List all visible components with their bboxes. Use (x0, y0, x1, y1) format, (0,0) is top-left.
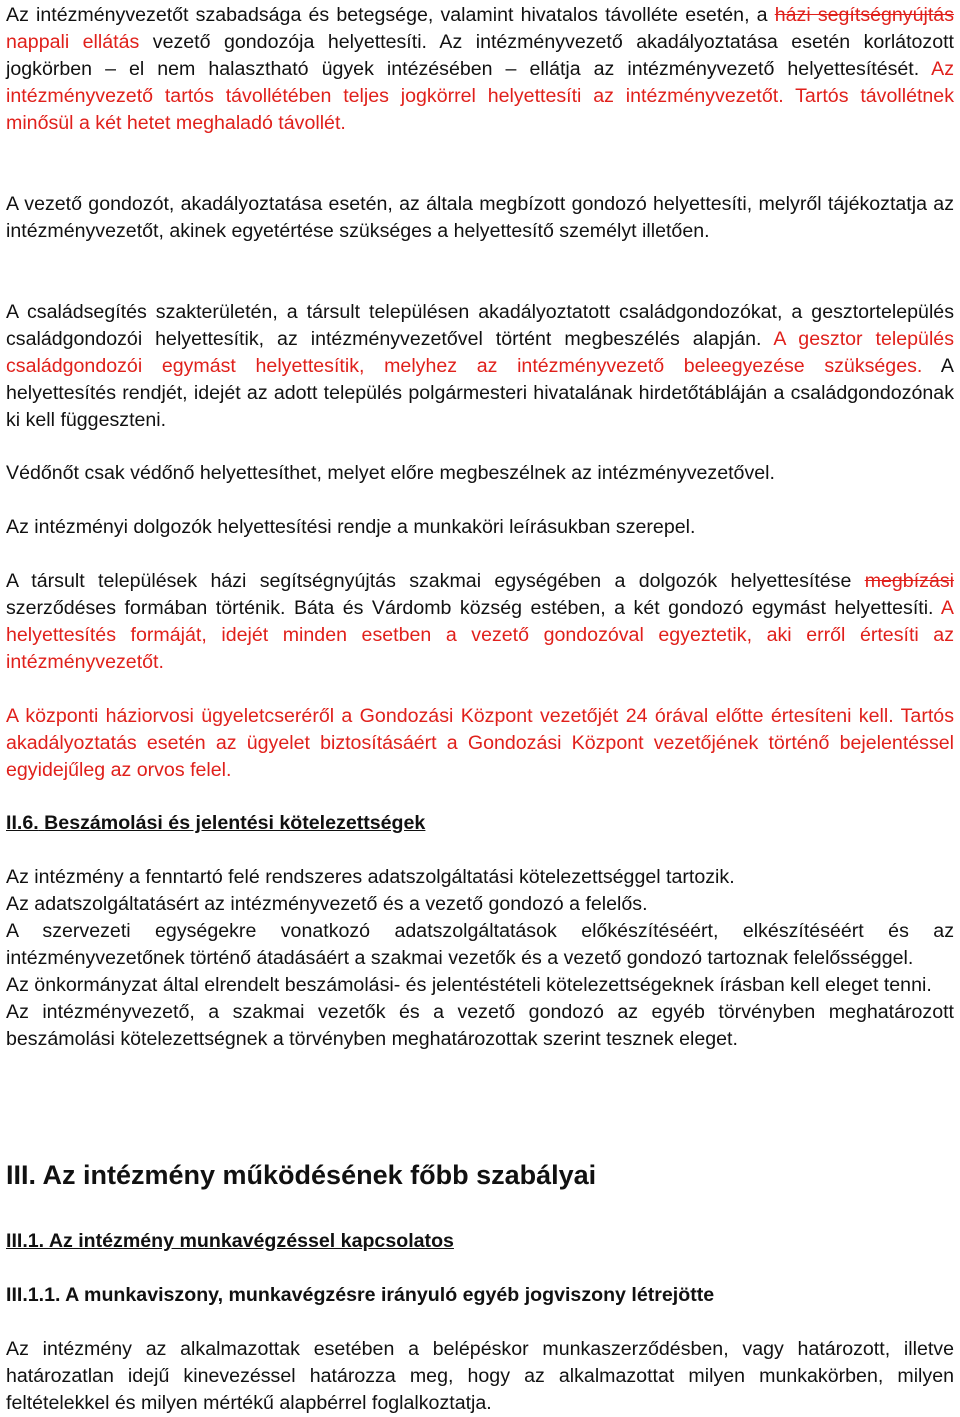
section-number: II.6. (6, 812, 39, 834)
section-title-text: Beszámolási és jelentési kötelezettségek (44, 812, 426, 834)
inserted-text: nappali ellátás (6, 31, 140, 53)
paragraph-health-visitor: Védőnőt csak védőnő helyettesíthet, melyet előre megbeszélnek az intézményvezetővel. (6, 462, 775, 484)
text-segment: szerződéses formában történik. Báta és Várdomb község estében, a két gondozó egymást helyettesíti. (6, 597, 934, 619)
reporting-line: Az intézmény a fenntartó felé rendszeres adatszolgáltatási kötelezettséggel tartozik. (6, 866, 735, 888)
paragraph-gp-duty (6, 703, 954, 784)
reporting-line: Az adatszolgáltatásért az intézményvezető és a vezető gondozó a felelős. (6, 893, 648, 915)
section-heading-iii11: III.1.1. A munkaviszony, munkavégzésre irányuló egyéb jogviszony létrejötte (6, 1284, 715, 1306)
reporting-line: A szervezeti egységekre vonatkozó adatszolgáltatások előkészítéséért, elkészítéséért és az intézményvezetőnek történő átadásáért a szakmai vezetők és a vezető gondozó tartoznak felelősséggel. (6, 920, 954, 969)
deleted-text: megbízási (864, 570, 954, 592)
text-segment: Az intézményvezetőt szabadsága és betegsége, valamint hivatalos távolléte esetén, a (6, 4, 775, 26)
text-segment: A családsegítés szakterületén, a társult településen akadályoztatott családgondozókat, a gesztortelepülés családgondozói helyettesítik, az intézményvezetővel történt megbeszélés alapján. (6, 301, 954, 350)
paragraph-deputy-director (6, 2, 954, 137)
paragraph-family-support (6, 299, 954, 434)
section-heading-ii6 (6, 810, 425, 837)
inserted-text: A gesztor település családgondozói egymást helyettesítik, melyhez az intézményvezető beleegyezése szükséges. (6, 328, 954, 377)
paragraph-staff-substitution: Az intézményi dolgozók helyettesítési rendje a munkaköri leírásukban szerepel. (6, 516, 696, 538)
paragraph-lead-carer-deputy: A vezető gondozót, akadályoztatása esetén, az általa megbízott gondozó helyettesíti, melyről tájékoztatja az intézményvezetőt, akinek egyetértése szükséges a helyettesítő személyt illetően. (6, 193, 954, 242)
inserted-text: Az intézményvezető tartós távollétében teljes jogkörrel helyettesíti az intézményvezetőt. Tartós távollétnek minősül a két hetet meghaladó távollét. (6, 58, 954, 134)
text-segment: A helyettesítés rendjét, idejét az adott település polgármesteri hivatalának hirdetőtábláján a családgondozónak ki kell függeszteni. (6, 355, 954, 431)
paragraph-reporting (6, 864, 954, 1053)
section-heading-iii1 (6, 1228, 454, 1255)
reporting-line: Az önkormányzat által elrendelt beszámolási- és jelentéstételi kötelezettségeknek írásban kell eleget tenni. (6, 974, 932, 996)
section-title: III.1. Az intézmény munkavégzéssel kapcsolatos (6, 1230, 454, 1252)
deleted-text: házi segítségnyújtás (774, 4, 954, 26)
text-segment: A központi háziorvosi ügyeletcseréről a Gondozási Központ vezetőjét 24 órával előtte értesíteni kell. (6, 705, 894, 727)
reporting-line: Az intézményvezető, a szakmai vezetők és a vezető gondozó az egyéb törvényben meghatározott beszámolási kötelezettségnek a törvényben meghatározottak szerint tesznek eleget. (6, 1001, 954, 1050)
section-title (6, 812, 425, 834)
text-segment: vezető gondozója helyettesíti. Az intézményvezető akadályoztatása esetén korlátozott jogkörben – el nem halasztható ügyek intézésében – ellátja az intézményvezető helyettesítését. (6, 31, 954, 80)
paragraph-home-care (6, 568, 954, 676)
paragraph-employment: Az intézmény az alkalmazottak esetében a belépéskor munkaszerződésben, vagy határozott, illetve határozatlan idejű kinevezéssel határozza meg, hogy az alkalmazottat milyen munkakörben, milyen feltételekkel és milyen mértékű alapbérrel foglalkoztatja. (6, 1338, 954, 1414)
chapter-heading-iii: III. Az intézmény működésének főbb szabályai (6, 1160, 597, 1190)
inserted-text: A helyettesítés formáját, idejét minden esetben a vezető gondozóval egyeztetik, aki erről értesíti az intézményvezetőt. (6, 597, 954, 673)
text-segment: Tartós akadályoztatás esetén az ügyelet biztosításáért a Gondozási Központ vezetőjének történő bejelentéssel egyidejűleg az orvos felel. (6, 705, 954, 781)
text-segment: A társult települések házi segítségnyújtás szakmai egységében a dolgozók helyettesítése (6, 570, 865, 592)
